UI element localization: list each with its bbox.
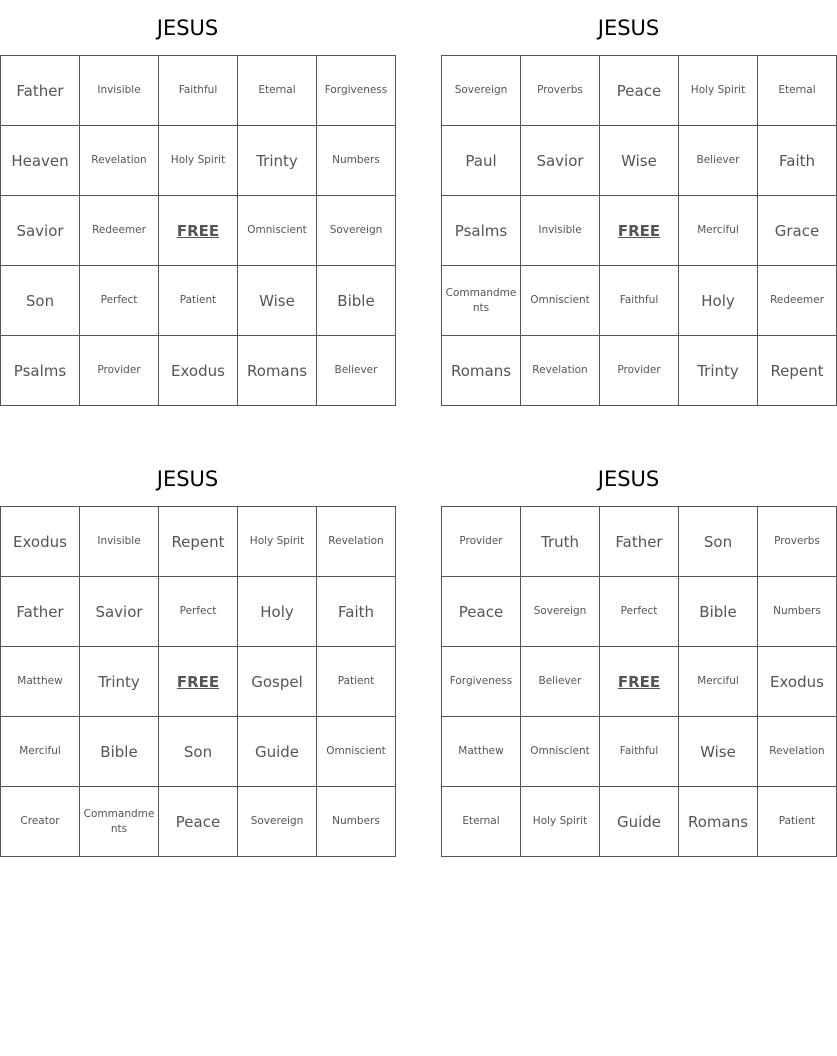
grid-cell: Romans bbox=[679, 787, 758, 857]
grid-cell: Revelation bbox=[80, 126, 159, 196]
grid-cell: Paul bbox=[442, 126, 521, 196]
grid-row bbox=[1, 507, 396, 577]
grid-cell: Redeemer bbox=[80, 196, 159, 266]
grid-row bbox=[442, 56, 837, 126]
grid-cell: Forgiveness bbox=[317, 56, 396, 126]
grid-cell: Merciful bbox=[679, 196, 758, 266]
grid-cell: Peace bbox=[600, 56, 679, 126]
grid-cell: Holy Spirit bbox=[521, 787, 600, 857]
grid-cell: Provider bbox=[80, 336, 159, 406]
grid-cell: Sovereign bbox=[442, 56, 521, 126]
grid-row bbox=[442, 196, 837, 266]
grid-cell: Peace bbox=[442, 577, 521, 647]
grid-cell: Proverbs bbox=[521, 56, 600, 126]
grid-row bbox=[1, 577, 396, 647]
grid-cell: Provider bbox=[442, 507, 521, 577]
grid-cell: Faithful bbox=[600, 717, 679, 787]
bingo-card-2 bbox=[441, 16, 824, 406]
grid-cell: Redeemer bbox=[758, 266, 837, 336]
grid-row bbox=[1, 336, 396, 406]
grid-cell: Wise bbox=[679, 717, 758, 787]
free-space: FREE bbox=[600, 196, 679, 266]
bingo-grid bbox=[0, 506, 396, 857]
grid-cell: Gospel bbox=[238, 647, 317, 717]
grid-cell: Revelation bbox=[758, 717, 837, 787]
grid-cell: Bible bbox=[317, 266, 396, 336]
free-space: FREE bbox=[159, 196, 238, 266]
grid-cell: Peace bbox=[159, 787, 238, 857]
grid-cell: Trinty bbox=[80, 647, 159, 717]
card-title: JESUS bbox=[597, 467, 660, 491]
grid-cell: Believer bbox=[317, 336, 396, 406]
grid-row bbox=[1, 266, 396, 336]
grid-row bbox=[442, 507, 837, 577]
grid-cell: Invisible bbox=[80, 56, 159, 126]
grid-cell: Believer bbox=[521, 647, 600, 717]
grid-cell: Faithful bbox=[600, 266, 679, 336]
grid-cell: Exodus bbox=[1, 507, 80, 577]
grid-cell: Eternal bbox=[442, 787, 521, 857]
grid-cell: Patient bbox=[159, 266, 238, 336]
grid-cell: Omniscient bbox=[317, 717, 396, 787]
grid-cell: Creator bbox=[1, 787, 80, 857]
grid-cell: Matthew bbox=[442, 717, 521, 787]
grid-cell: Provider bbox=[600, 336, 679, 406]
grid-row bbox=[442, 126, 837, 196]
grid-cell: Exodus bbox=[159, 336, 238, 406]
grid-row bbox=[1, 196, 396, 266]
grid-cell: Revelation bbox=[317, 507, 396, 577]
grid-cell: Sovereign bbox=[521, 577, 600, 647]
bingo-grid bbox=[0, 55, 396, 406]
bingo-card-1 bbox=[0, 16, 388, 406]
grid-cell: Patient bbox=[317, 647, 396, 717]
grid-cell: Trinty bbox=[679, 336, 758, 406]
grid-row bbox=[1, 787, 396, 857]
grid-cell: Perfect bbox=[600, 577, 679, 647]
grid-cell: Holy Spirit bbox=[238, 507, 317, 577]
card-title: JESUS bbox=[156, 16, 219, 40]
grid-cell: Father bbox=[1, 56, 80, 126]
grid-cell: Omniscient bbox=[521, 717, 600, 787]
grid-cell: Exodus bbox=[758, 647, 837, 717]
bingo-card-3 bbox=[0, 467, 386, 857]
grid-cell: Merciful bbox=[1, 717, 80, 787]
free-space: FREE bbox=[159, 647, 238, 717]
grid-cell: Heaven bbox=[1, 126, 80, 196]
grid-cell: Faith bbox=[758, 126, 837, 196]
grid-cell: Guide bbox=[238, 717, 317, 787]
grid-cell: Grace bbox=[758, 196, 837, 266]
grid-row bbox=[442, 577, 837, 647]
grid-cell: Romans bbox=[238, 336, 317, 406]
grid-cell: Savior bbox=[1, 196, 80, 266]
grid-cell: Bible bbox=[679, 577, 758, 647]
grid-cell: Eternal bbox=[238, 56, 317, 126]
grid-cell: Father bbox=[600, 507, 679, 577]
grid-cell: Numbers bbox=[758, 577, 837, 647]
grid-cell: Invisible bbox=[80, 507, 159, 577]
grid-cell: Forgiveness bbox=[442, 647, 521, 717]
grid-cell: Matthew bbox=[1, 647, 80, 717]
grid-cell: Numbers bbox=[317, 787, 396, 857]
grid-cell: Perfect bbox=[159, 577, 238, 647]
grid-cell: Commandments bbox=[80, 787, 159, 857]
grid-cell: Holy Spirit bbox=[679, 56, 758, 126]
grid-cell: Wise bbox=[238, 266, 317, 336]
grid-cell: Son bbox=[1, 266, 80, 336]
grid-row bbox=[1, 126, 396, 196]
grid-row bbox=[442, 266, 837, 336]
grid-cell: Father bbox=[1, 577, 80, 647]
grid-cell: Merciful bbox=[679, 647, 758, 717]
bingo-grid bbox=[441, 506, 837, 857]
grid-cell: Repent bbox=[758, 336, 837, 406]
grid-cell: Savior bbox=[80, 577, 159, 647]
grid-cell: Commandments bbox=[442, 266, 521, 336]
grid-row bbox=[1, 56, 396, 126]
grid-cell: Revelation bbox=[521, 336, 600, 406]
grid-cell: Eternal bbox=[758, 56, 837, 126]
grid-cell: Perfect bbox=[80, 266, 159, 336]
grid-cell: Holy bbox=[238, 577, 317, 647]
grid-cell: Numbers bbox=[317, 126, 396, 196]
grid-row bbox=[442, 787, 837, 857]
grid-cell: Proverbs bbox=[758, 507, 837, 577]
grid-cell: Wise bbox=[600, 126, 679, 196]
grid-cell: Son bbox=[679, 507, 758, 577]
grid-row bbox=[442, 647, 837, 717]
grid-cell: Savior bbox=[521, 126, 600, 196]
grid-cell: Repent bbox=[159, 507, 238, 577]
grid-cell: Guide bbox=[600, 787, 679, 857]
grid-row bbox=[1, 717, 396, 787]
grid-cell: Invisible bbox=[521, 196, 600, 266]
grid-cell: Holy Spirit bbox=[159, 126, 238, 196]
grid-row bbox=[442, 717, 837, 787]
grid-cell: Faithful bbox=[159, 56, 238, 126]
grid-cell: Sovereign bbox=[317, 196, 396, 266]
bingo-grid bbox=[441, 55, 837, 406]
grid-cell: Trinty bbox=[238, 126, 317, 196]
grid-cell: Sovereign bbox=[238, 787, 317, 857]
card-title: JESUS bbox=[156, 467, 219, 491]
grid-cell: Believer bbox=[679, 126, 758, 196]
grid-cell: Holy bbox=[679, 266, 758, 336]
grid-cell: Omniscient bbox=[521, 266, 600, 336]
grid-cell: Omniscient bbox=[238, 196, 317, 266]
grid-cell: Psalms bbox=[1, 336, 80, 406]
card-title: JESUS bbox=[597, 16, 660, 40]
grid-cell: Romans bbox=[442, 336, 521, 406]
grid-row bbox=[442, 336, 837, 406]
grid-row bbox=[1, 647, 396, 717]
free-space: FREE bbox=[600, 647, 679, 717]
grid-cell: Faith bbox=[317, 577, 396, 647]
bingo-card-4 bbox=[441, 467, 825, 857]
grid-cell: Psalms bbox=[442, 196, 521, 266]
grid-cell: Bible bbox=[80, 717, 159, 787]
grid-cell: Son bbox=[159, 717, 238, 787]
grid-cell: Patient bbox=[758, 787, 837, 857]
grid-cell: Truth bbox=[521, 507, 600, 577]
